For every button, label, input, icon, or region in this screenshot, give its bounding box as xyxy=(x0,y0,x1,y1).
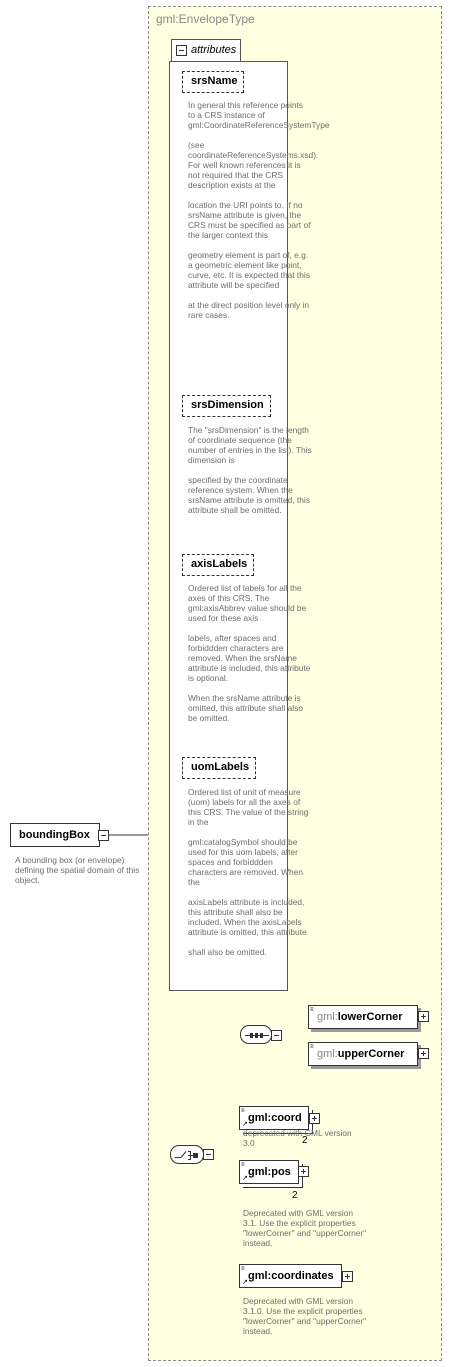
attribute-uomlabels[interactable]: uomLabels xyxy=(182,757,256,779)
attribute-axislabels[interactable]: axisLabels xyxy=(182,554,254,576)
documentation-icon: ≡ xyxy=(310,1044,314,1050)
coord-doc-text: deprecated with GML version 3.0 xyxy=(243,1128,352,1148)
element-ref-icon: ↗ xyxy=(242,1279,248,1286)
choice-icon xyxy=(174,1148,202,1162)
minus-icon[interactable] xyxy=(271,1030,282,1041)
bounding-box-element[interactable] xyxy=(10,823,100,847)
plus-icon[interactable] xyxy=(298,1166,309,1177)
plus-icon[interactable] xyxy=(418,1048,429,1059)
minus-icon[interactable] xyxy=(176,45,187,56)
sequence-compositor[interactable] xyxy=(240,1025,272,1044)
attribute-srsname-doc: In general this reference points to a CRS instance of gml:CoordinateReferenceSystemType (see coordinateReferenceSystems.xsd). For well known references it is not required that the CRS description exists at the location the URI points to. If no srsName attribute is given, the CRS must be specified as part of the larger context this geometry element is part of, e.g. a geometric element like point, curve, etc. It is expected that this attribute will be specified at the direct position level only in rare cases. xyxy=(188,100,330,320)
minus-icon[interactable] xyxy=(203,1149,214,1160)
sequence-icon xyxy=(244,1029,270,1041)
documentation-icon: ≡ xyxy=(310,1007,314,1013)
element-ref-icon: ↗ xyxy=(242,1121,248,1128)
coord-element[interactable] xyxy=(239,1106,309,1130)
bounding-box-doc: A bounding box (or envelope) defining the spatial domain of this object. xyxy=(15,855,140,885)
attributes-label: attributes xyxy=(191,44,237,56)
pos-element[interactable] xyxy=(239,1160,299,1184)
pos-cardinality: 2 xyxy=(292,1190,298,1201)
pos-doc: Deprecated with GML version 3.1. Use the explicit properties "lowerCorner" and "upperCorner" instead. xyxy=(243,1208,367,1248)
plus-icon[interactable] xyxy=(342,1271,353,1282)
documentation-icon: ≡ xyxy=(241,1266,245,1272)
upper-corner-element[interactable] xyxy=(308,1042,418,1066)
pos-label: gml:pos xyxy=(248,1166,291,1178)
coordinates-doc: Deprecated with GML version 3.1.0. Use the explicit properties "lowerCorner" and "upperCorner" instead. xyxy=(243,1296,367,1336)
upper-corner-label: gml:upperCorner xyxy=(317,1048,405,1060)
plus-icon[interactable] xyxy=(309,1113,320,1124)
coord-cardinality: 2 xyxy=(302,1135,308,1146)
attributes-tab[interactable] xyxy=(171,39,241,61)
documentation-icon: ≡ xyxy=(241,1162,245,1168)
plus-icon[interactable] xyxy=(418,1011,429,1022)
coord-label: gml:coord xyxy=(248,1112,302,1124)
lower-corner-label: gml:lowerCorner xyxy=(317,1011,403,1023)
attribute-srsdimension-doc: The "srsDimension" is the length of coordinate sequence (the number of entries in the list). This dimension is specified by the coordinate reference system. When the srsName attribute is omitted, this attribute shall be omitted. xyxy=(188,425,312,515)
bounding-box-label: boundingBox xyxy=(19,829,90,841)
attribute-axislabels-doc: Ordered list of labels for all the axes of this CRS. The gml:axisAbbrev value should be used for these axis labels, after spaces and forbiddden characters are removed. When the srsName attribute is included, this attribute is optional. When the srsName attribute is omitted, this attribute shall also be omitted. xyxy=(188,583,311,723)
envelope-type-title: gml:EnvelopeType xyxy=(156,12,255,26)
coordinates-label: gml:coordinates xyxy=(248,1270,334,1282)
attribute-uomlabels-doc: Ordered list of unit of measure (uom) labels for all the axes of this CRS. The value of the string in the gml:catalogSymbol should be used for this uom labels, after spaces and forbiddden characters are removed. When the axisLabels attribute is included, this attribute shall also be included. When the axisLabels attribute is omitted, this attribute shall also be omitted. xyxy=(188,787,309,957)
attribute-srsname[interactable]: srsName xyxy=(182,71,244,93)
coordinates-element[interactable] xyxy=(239,1264,342,1288)
choice-compositor[interactable] xyxy=(170,1145,204,1164)
attribute-srsdimension[interactable]: srsDimension xyxy=(182,395,271,417)
element-ref-icon: ↗ xyxy=(242,1175,248,1182)
documentation-icon: ≡ xyxy=(241,1108,245,1114)
lower-corner-element[interactable] xyxy=(308,1005,418,1029)
minus-icon[interactable] xyxy=(98,830,109,841)
